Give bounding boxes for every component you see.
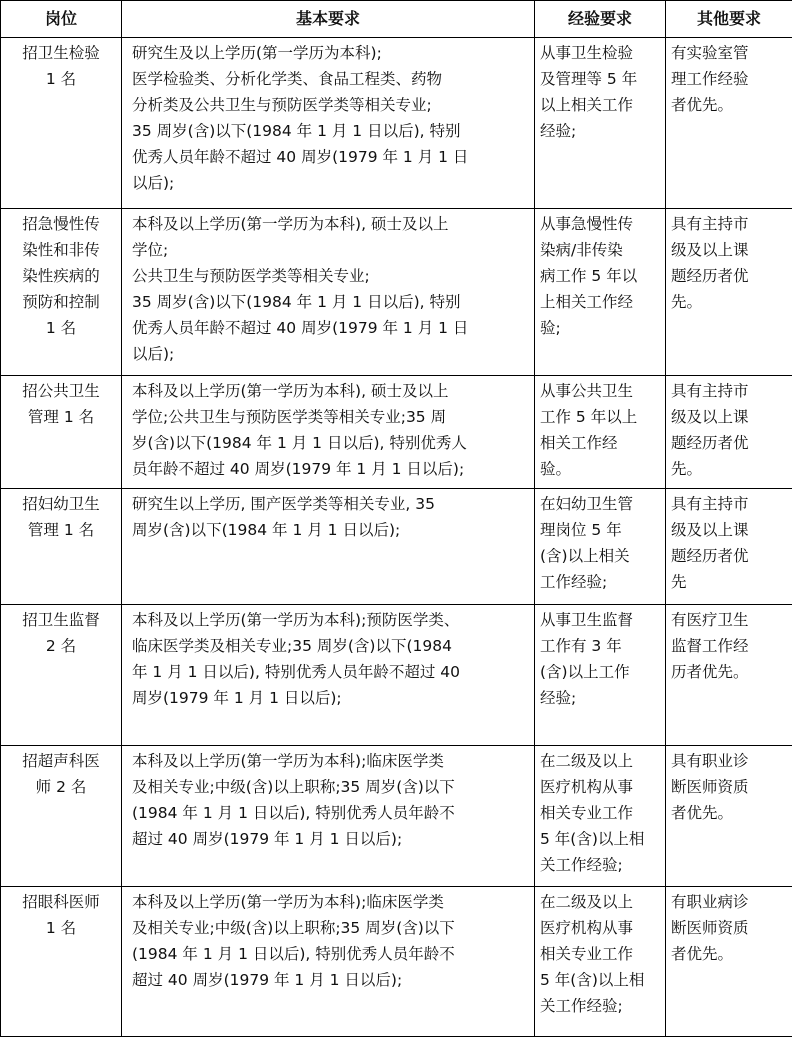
header-experience-requirements: 经验要求 bbox=[535, 1, 666, 38]
cell-text-line: 5 年(含)以上相 bbox=[540, 967, 660, 993]
experience-requirements-cell bbox=[535, 489, 666, 605]
cell-text-line: 以后); bbox=[132, 170, 528, 196]
cell-text-line: 本科及以上学历(第一学历为本科);临床医学类 bbox=[132, 889, 528, 915]
cell-text-line: (含)以上工作 bbox=[540, 659, 660, 685]
cell-text-line: (1984 年 1 月 1 日以后), 特别优秀人员年龄不 bbox=[132, 941, 528, 967]
cell-text-line: 题经历者优 bbox=[671, 263, 787, 289]
other-requirements-cell bbox=[666, 605, 792, 746]
position-cell bbox=[1, 746, 122, 887]
cell-text-line: 从事公共卫生 bbox=[540, 378, 660, 404]
cell-text-line: 分析类及公共卫生与预防医学类等相关专业; bbox=[132, 92, 528, 118]
cell-text-line: 者优先。 bbox=[671, 941, 787, 967]
cell-text-line: 验。 bbox=[540, 456, 660, 482]
basic-requirements-cell bbox=[122, 887, 535, 1037]
cell-text-line: 招妇幼卫生 bbox=[5, 491, 117, 517]
cell-text-line: 师 2 名 bbox=[5, 774, 117, 800]
cell-text-line: 公共卫生与预防医学类等相关专业; bbox=[132, 263, 528, 289]
cell-text-line: 本科及以上学历(第一学历为本科);预防医学类、 bbox=[132, 607, 528, 633]
header-other-requirements: 其他要求 bbox=[666, 1, 792, 38]
cell-text-line: 本科及以上学历(第一学历为本科), 硕士及以上 bbox=[132, 378, 528, 404]
cell-text-line: 本科及以上学历(第一学历为本科), 硕士及以上 bbox=[132, 211, 528, 237]
experience-requirements-cell bbox=[535, 209, 666, 376]
cell-text-line: 招卫生检验 bbox=[5, 40, 117, 66]
cell-text-line: 理岗位 5 年 bbox=[540, 517, 660, 543]
basic-requirements-cell bbox=[122, 489, 535, 605]
cell-text-line: 断医师资质 bbox=[671, 774, 787, 800]
cell-text-line: 35 周岁(含)以下(1984 年 1 月 1 日以后), 特别 bbox=[132, 118, 528, 144]
cell-text-line: 1 名 bbox=[5, 66, 117, 92]
cell-text-line: 预防和控制 bbox=[5, 289, 117, 315]
table-row bbox=[1, 376, 792, 489]
cell-text-line: 2 名 bbox=[5, 633, 117, 659]
basic-requirements-cell bbox=[122, 746, 535, 887]
experience-requirements-cell bbox=[535, 376, 666, 489]
cell-text-line: 工作有 3 年 bbox=[540, 633, 660, 659]
table-row bbox=[1, 746, 792, 887]
cell-text-line: (1984 年 1 月 1 日以后), 特别优秀人员年龄不 bbox=[132, 800, 528, 826]
other-requirements-cell bbox=[666, 209, 792, 376]
table-row bbox=[1, 38, 792, 209]
cell-text-line: 具有主持市 bbox=[671, 491, 787, 517]
cell-text-line: 有医疗卫生 bbox=[671, 607, 787, 633]
cell-text-line: 在二级及以上 bbox=[540, 748, 660, 774]
cell-text-line: 相关专业工作 bbox=[540, 941, 660, 967]
cell-text-line: 相关专业工作 bbox=[540, 800, 660, 826]
position-cell bbox=[1, 489, 122, 605]
cell-text-line: 管理 1 名 bbox=[5, 404, 117, 430]
basic-requirements-cell bbox=[122, 209, 535, 376]
table-row bbox=[1, 489, 792, 605]
cell-text-line: 员年龄不超过 40 周岁(1979 年 1 月 1 日以后); bbox=[132, 456, 528, 482]
cell-text-line: 1 名 bbox=[5, 915, 117, 941]
experience-requirements-cell bbox=[535, 38, 666, 209]
cell-text-line: 先。 bbox=[671, 289, 787, 315]
cell-text-line: 及相关专业;中级(含)以上职称;35 周岁(含)以下 bbox=[132, 774, 528, 800]
cell-text-line: 招卫生监督 bbox=[5, 607, 117, 633]
cell-text-line: 从事卫生检验 bbox=[540, 40, 660, 66]
table-row bbox=[1, 887, 792, 1037]
cell-text-line: 岁(含)以下(1984 年 1 月 1 日以后), 特别优秀人 bbox=[132, 430, 528, 456]
cell-text-line: 经验; bbox=[540, 118, 660, 144]
cell-text-line: 断医师资质 bbox=[671, 915, 787, 941]
cell-text-line: 者优先。 bbox=[671, 92, 787, 118]
cell-text-line: 本科及以上学历(第一学历为本科);临床医学类 bbox=[132, 748, 528, 774]
cell-text-line: 以后); bbox=[132, 341, 528, 367]
cell-text-line: 关工作经验; bbox=[540, 852, 660, 878]
cell-text-line: 医疗机构从事 bbox=[540, 915, 660, 941]
table-row bbox=[1, 605, 792, 746]
cell-text-line: 年 1 月 1 日以后), 特别优秀人员年龄不超过 40 bbox=[132, 659, 528, 685]
cell-text-line: 招急慢性传 bbox=[5, 211, 117, 237]
position-cell bbox=[1, 209, 122, 376]
table-row bbox=[1, 209, 792, 376]
cell-text-line: 病工作 5 年以 bbox=[540, 263, 660, 289]
cell-text-line: 先。 bbox=[671, 456, 787, 482]
basic-requirements-cell bbox=[122, 38, 535, 209]
cell-text-line: 历者优先。 bbox=[671, 659, 787, 685]
cell-text-line: 及管理等 5 年 bbox=[540, 66, 660, 92]
cell-text-line: 染性和非传 bbox=[5, 237, 117, 263]
cell-text-line: 有实验室管 bbox=[671, 40, 787, 66]
cell-text-line: 具有主持市 bbox=[671, 211, 787, 237]
cell-text-line: 先 bbox=[671, 569, 787, 595]
header-row bbox=[1, 1, 792, 38]
other-requirements-cell bbox=[666, 746, 792, 887]
position-cell bbox=[1, 38, 122, 209]
other-requirements-cell bbox=[666, 376, 792, 489]
cell-text-line: 在二级及以上 bbox=[540, 889, 660, 915]
position-cell bbox=[1, 376, 122, 489]
cell-text-line: 染性疾病的 bbox=[5, 263, 117, 289]
cell-text-line: 以上相关工作 bbox=[540, 92, 660, 118]
cell-text-line: 题经历者优 bbox=[671, 543, 787, 569]
cell-text-line: 理工作经验 bbox=[671, 66, 787, 92]
cell-text-line: 者优先。 bbox=[671, 800, 787, 826]
cell-text-line: 上相关工作经 bbox=[540, 289, 660, 315]
position-cell bbox=[1, 605, 122, 746]
other-requirements-cell bbox=[666, 38, 792, 209]
cell-text-line: 管理 1 名 bbox=[5, 517, 117, 543]
cell-text-line: 关工作经验; bbox=[540, 993, 660, 1019]
cell-text-line: 具有主持市 bbox=[671, 378, 787, 404]
cell-text-line: 工作经验; bbox=[540, 569, 660, 595]
cell-text-line: 招眼科医师 bbox=[5, 889, 117, 915]
experience-requirements-cell bbox=[535, 887, 666, 1037]
cell-text-line: 学位; bbox=[132, 237, 528, 263]
cell-text-line: 题经历者优 bbox=[671, 430, 787, 456]
cell-text-line: 验; bbox=[540, 315, 660, 341]
cell-text-line: 从事卫生监督 bbox=[540, 607, 660, 633]
cell-text-line: 5 年(含)以上相 bbox=[540, 826, 660, 852]
cell-text-line: 在妇幼卫生管 bbox=[540, 491, 660, 517]
other-requirements-cell bbox=[666, 489, 792, 605]
cell-text-line: 超过 40 周岁(1979 年 1 月 1 日以后); bbox=[132, 826, 528, 852]
cell-text-line: 招公共卫生 bbox=[5, 378, 117, 404]
experience-requirements-cell bbox=[535, 746, 666, 887]
cell-text-line: 35 周岁(含)以下(1984 年 1 月 1 日以后), 特别 bbox=[132, 289, 528, 315]
cell-text-line: 从事急慢性传 bbox=[540, 211, 660, 237]
cell-text-line: 及相关专业;中级(含)以上职称;35 周岁(含)以下 bbox=[132, 915, 528, 941]
cell-text-line: 有职业病诊 bbox=[671, 889, 787, 915]
cell-text-line: 超过 40 周岁(1979 年 1 月 1 日以后); bbox=[132, 967, 528, 993]
cell-text-line: 招超声科医 bbox=[5, 748, 117, 774]
cell-text-line: 医疗机构从事 bbox=[540, 774, 660, 800]
cell-text-line: 工作 5 年以上 bbox=[540, 404, 660, 430]
cell-text-line: (含)以上相关 bbox=[540, 543, 660, 569]
table-body bbox=[1, 38, 792, 1037]
cell-text-line: 医学检验类、分析化学类、食品工程类、药物 bbox=[132, 66, 528, 92]
cell-text-line: 染病/非传染 bbox=[540, 237, 660, 263]
cell-text-line: 周岁(1979 年 1 月 1 日以后); bbox=[132, 685, 528, 711]
header-position: 岗位 bbox=[1, 1, 122, 38]
cell-text-line: 研究生及以上学历(第一学历为本科); bbox=[132, 40, 528, 66]
cell-text-line: 周岁(含)以下(1984 年 1 月 1 日以后); bbox=[132, 517, 528, 543]
cell-text-line: 研究生以上学历, 围产医学类等相关专业, 35 bbox=[132, 491, 528, 517]
cell-text-line: 监督工作经 bbox=[671, 633, 787, 659]
basic-requirements-cell bbox=[122, 605, 535, 746]
cell-text-line: 临床医学类及相关专业;35 周岁(含)以下(1984 bbox=[132, 633, 528, 659]
position-cell bbox=[1, 887, 122, 1037]
header-basic-requirements: 基本要求 bbox=[122, 1, 535, 38]
experience-requirements-cell bbox=[535, 605, 666, 746]
basic-requirements-cell bbox=[122, 376, 535, 489]
cell-text-line: 级及以上课 bbox=[671, 404, 787, 430]
cell-text-line: 级及以上课 bbox=[671, 237, 787, 263]
cell-text-line: 级及以上课 bbox=[671, 517, 787, 543]
other-requirements-cell bbox=[666, 887, 792, 1037]
cell-text-line: 优秀人员年龄不超过 40 周岁(1979 年 1 月 1 日 bbox=[132, 144, 528, 170]
cell-text-line: 经验; bbox=[540, 685, 660, 711]
cell-text-line: 学位;公共卫生与预防医学类等相关专业;35 周 bbox=[132, 404, 528, 430]
cell-text-line: 具有职业诊 bbox=[671, 748, 787, 774]
cell-text-line: 1 名 bbox=[5, 315, 117, 341]
cell-text-line: 相关工作经 bbox=[540, 430, 660, 456]
cell-text-line: 优秀人员年龄不超过 40 周岁(1979 年 1 月 1 日 bbox=[132, 315, 528, 341]
